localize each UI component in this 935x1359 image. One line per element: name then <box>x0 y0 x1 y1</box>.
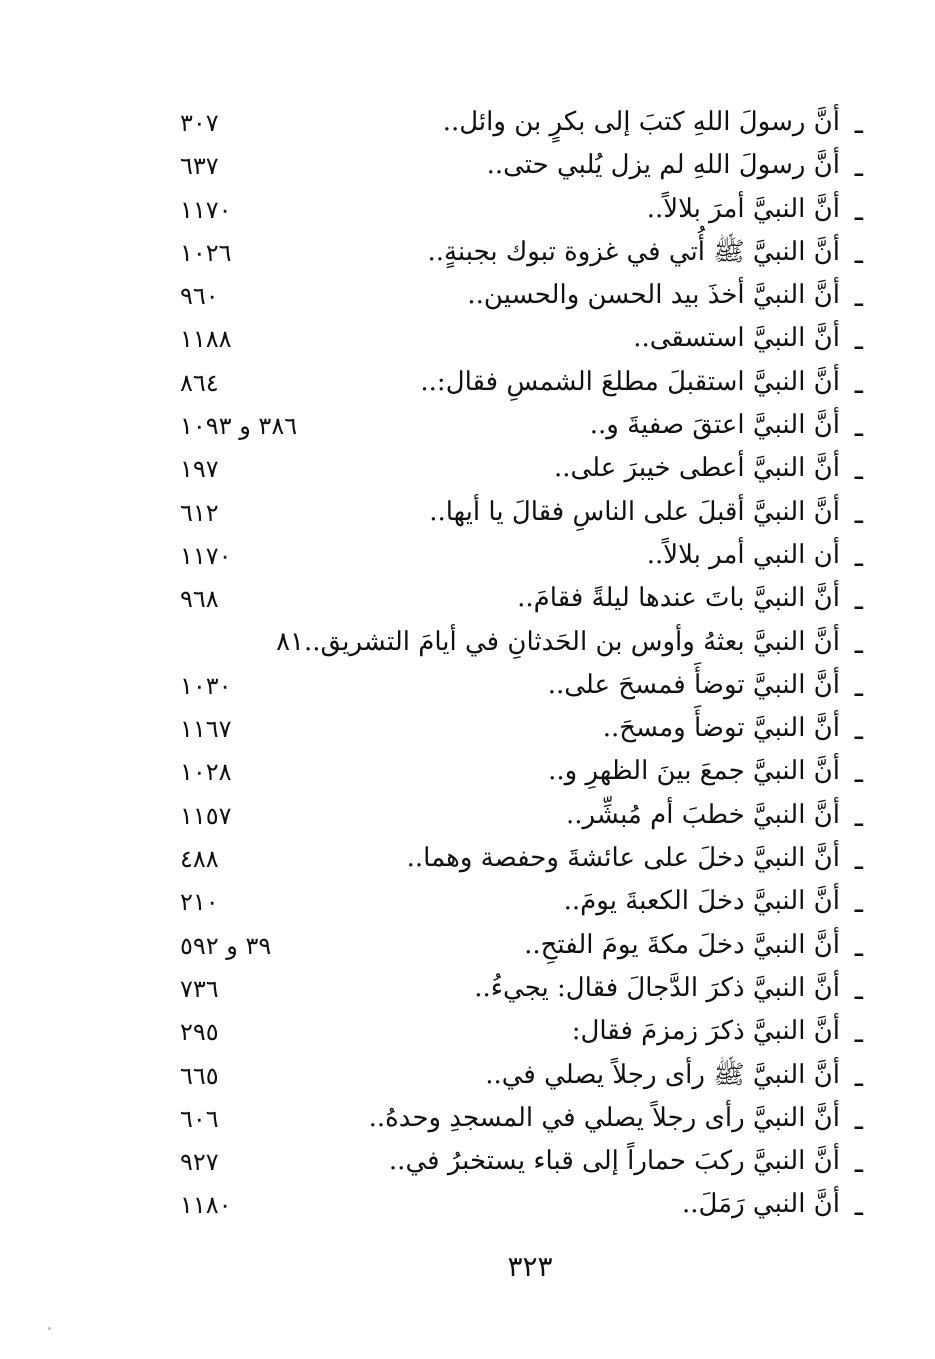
entry-text: أنَّ النبيَّ ركبَ حماراً إلى قباء يستخبرُ في.. <box>388 1146 840 1177</box>
index-entry <box>0 706 935 749</box>
hadith-index-list <box>0 100 935 1226</box>
entry-text: أنَّ رسولَ اللهِ لم يزل يُلبي حتى.. <box>486 150 840 181</box>
entry-text: أن النبي أمر بلالاً.. <box>646 539 840 570</box>
entry-dash: ـ <box>854 539 863 573</box>
entry-page-ref: ٦١٢ <box>180 498 219 527</box>
entry-text: أنَّ النبيَّ بعثهُ وأوس بن الحَدثانِ في أيامَ التشريق..٨١ <box>276 626 840 657</box>
entry-page-ref: ١١٥٧ <box>180 801 232 830</box>
entry-dash: ـ <box>854 669 863 703</box>
entry-text: أنَّ النبيَّ استسقى.. <box>633 323 840 354</box>
index-entry <box>0 403 935 446</box>
entry-text: أنَّ النبيَّ خطبَ أم مُبشِّر.. <box>566 799 840 830</box>
entry-dash: ـ <box>854 1102 863 1136</box>
entry-dash: ـ <box>854 453 863 487</box>
index-entry <box>0 923 935 966</box>
entry-page-ref: ١٠٢٦ <box>180 238 232 267</box>
entry-page-ref: ٩٢٧ <box>180 1148 219 1177</box>
entry-dash: ـ <box>854 107 863 140</box>
entry-text: أنَّ النبيَّ توضأَ فمسحَ على.. <box>547 669 840 700</box>
index-entry <box>0 446 935 489</box>
entry-text: أنَّ رسولَ اللهِ كتبَ إلى بكرٍ بن وائل.. <box>442 107 840 137</box>
entry-dash: ـ <box>854 1146 863 1180</box>
entry-dash: ـ <box>854 496 863 530</box>
margin-mark <box>48 1327 51 1330</box>
entry-text: أنَّ النبيَّ ذكرَ زمزمَ فقال: <box>571 1016 840 1047</box>
index-entry <box>0 490 935 533</box>
entry-text: أنَّ النبيَّ دخلَ على عائشةَ وحفصة وهما.. <box>406 843 840 874</box>
entry-dash: ـ <box>854 799 863 833</box>
entry-page-ref: ٩٦٨ <box>180 585 219 614</box>
index-entry <box>0 360 935 403</box>
index-entry <box>0 187 935 230</box>
entry-page-ref: ١٠٢٨ <box>180 758 232 787</box>
entry-text: أنَّ النبيَّ ذكرَ الدَّجالَ فقال: يجيءُ.. <box>474 972 840 1003</box>
entry-text: أنَّ النبيَّ باتَ عندها ليلةً فقامَ.. <box>517 583 840 614</box>
entry-page-ref: ٢١٠ <box>180 888 219 917</box>
entry-dash: ـ <box>854 236 863 270</box>
entry-text: أنَّ النبيَّ أعطى خيبرَ على.. <box>553 453 840 484</box>
entry-dash: ـ <box>854 280 863 314</box>
entry-dash: ـ <box>854 972 863 1006</box>
entry-dash: ـ <box>854 366 863 400</box>
entry-page-ref: ٤٨٨ <box>180 845 219 874</box>
entry-page-ref: ١٠٣٠ <box>180 671 232 700</box>
entry-page-ref: ٣٩ و ٥٩٢ <box>180 931 272 960</box>
entry-text: أنَّ النبيَّ استقبلَ مطلعَ الشمسِ فقال:.. <box>420 366 840 397</box>
index-entry <box>0 533 935 576</box>
entry-page-ref: ٦٠٦ <box>180 1104 219 1133</box>
entry-dash: ـ <box>854 1059 863 1093</box>
index-entry <box>0 793 935 836</box>
entry-text: أنَّ النبيَّ دخلَ الكعبةَ يومَ.. <box>563 886 840 917</box>
page-number: ٣٢٣ <box>507 1250 553 1283</box>
index-entry <box>0 620 935 663</box>
index-entry <box>0 966 935 1009</box>
entry-dash: ـ <box>854 756 863 790</box>
index-entry <box>0 1139 935 1182</box>
index-entry <box>0 749 935 792</box>
entry-page-ref: ٢٩٥ <box>180 1018 219 1047</box>
entry-page-ref: ١١٦٧ <box>180 715 232 744</box>
entry-text: أنَّ النبيَّ اعتقَ صفيةَ و.. <box>589 410 840 441</box>
entry-page-ref: ٣٨٦ و ١٠٩٣ <box>180 412 298 441</box>
entry-dash: ـ <box>854 150 863 184</box>
index-entry <box>0 1182 935 1225</box>
entry-dash: ـ <box>854 323 863 357</box>
entry-text: أنَّ النبيَّ رأى رجلاً يصلي في المسجدِ وحدهُ.. <box>368 1102 840 1133</box>
index-entry <box>0 1009 935 1052</box>
entry-page-ref: ٦٣٧ <box>180 152 219 181</box>
entry-page-ref: ٦٦٥ <box>180 1061 219 1090</box>
entry-dash: ـ <box>854 1016 863 1050</box>
index-entry <box>0 576 935 619</box>
index-entry <box>0 836 935 879</box>
entry-text: أنَّ النبي رَمَلَ.. <box>681 1189 840 1220</box>
entry-dash: ـ <box>854 929 863 963</box>
entry-dash: ـ <box>854 583 863 617</box>
index-entry <box>0 879 935 922</box>
entry-dash: ـ <box>854 410 863 444</box>
entry-text: أنَّ النبيَّ أقبلَ على الناسِ فقالَ يا أيها.. <box>429 496 840 527</box>
index-entry <box>0 273 935 316</box>
entry-page-ref: ١١٨٠ <box>180 1191 232 1220</box>
entry-page-ref: ٩٦٠ <box>180 282 219 311</box>
index-entry <box>0 663 935 706</box>
entry-text: أنَّ النبيَّ دخلَ مكةَ يومَ الفتحِ.. <box>524 929 840 960</box>
entry-text: أنَّ النبيَّ توضأَ ومسحَ.. <box>602 713 840 744</box>
entry-page-ref: ٨٦٤ <box>180 368 219 397</box>
entry-page-ref: ١١٧٠ <box>180 541 232 570</box>
entry-dash: ـ <box>854 843 863 877</box>
index-entry <box>0 230 935 273</box>
index-entry <box>0 316 935 359</box>
entry-dash: ـ <box>854 193 863 227</box>
entry-text: أنَّ النبيَّ ﷺ رأى رجلاً يصلي في.. <box>485 1059 840 1090</box>
index-entry <box>0 1096 935 1139</box>
entry-page-ref: ١١٨٨ <box>180 325 232 354</box>
entry-text: أنَّ النبيَّ جمعَ بينَ الظهرِ و.. <box>548 756 840 787</box>
entry-text: أنَّ النبيَّ أخذَ بيد الحسن والحسين.. <box>467 280 840 311</box>
entry-dash: ـ <box>854 1189 863 1223</box>
entry-dash: ـ <box>854 886 863 920</box>
entry-page-ref: ٧٣٦ <box>180 974 219 1003</box>
entry-text: أنَّ النبيَّ أمرَ بلالاً.. <box>646 193 840 224</box>
entry-dash: ـ <box>854 713 863 747</box>
index-entry <box>0 1053 935 1096</box>
entry-dash: ـ <box>854 626 863 660</box>
entry-page-ref: ٣٠٧ <box>180 109 219 137</box>
index-entry <box>0 100 935 143</box>
entry-page-ref: ١٩٧ <box>180 455 219 484</box>
entry-text: أنَّ النبيَّ ﷺ أُتي في غزوة تبوك بجبنةٍ.. <box>427 236 840 267</box>
index-entry <box>0 143 935 186</box>
entry-page-ref: ١١٧٠ <box>180 195 232 224</box>
